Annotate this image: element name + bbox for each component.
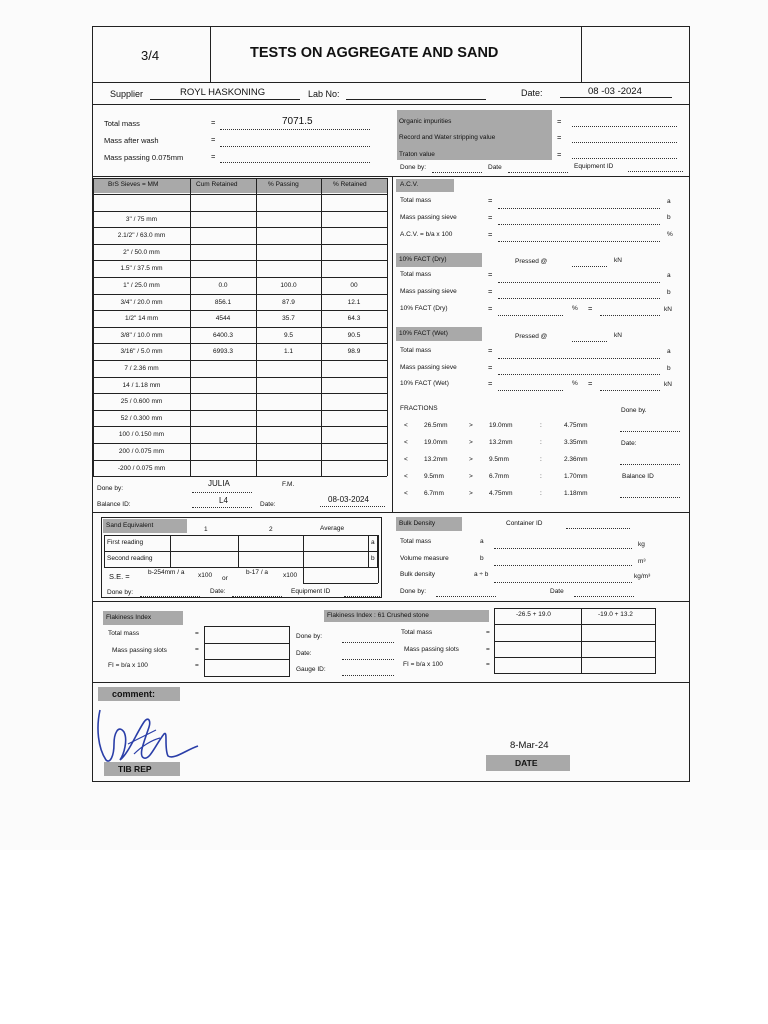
form-title: TESTS ON AGGREGATE AND SAND: [250, 45, 499, 61]
sieve-line: [93, 393, 387, 394]
fractions-balance: Balance ID: [622, 473, 654, 480]
fraction-cell: 19.0mm: [489, 422, 513, 429]
fraction-cell: <: [404, 456, 408, 463]
acv-mass-passing: Mass passing sieve: [400, 214, 457, 221]
supplier-label: Supplier: [110, 89, 144, 99]
bulk-ab: a ÷ b: [474, 571, 489, 578]
sieve-header-cum: Cum Retained: [196, 181, 238, 188]
sieve-cell-size: 3" / 75 mm: [125, 215, 158, 223]
sand-average: Average: [320, 525, 345, 532]
fact-wet-pct: %: [572, 380, 578, 387]
acv-b: b: [667, 214, 671, 221]
sieve-cell-size: 25 / 0.600 mm: [120, 398, 163, 406]
se-or: or: [222, 575, 228, 582]
sieve-cell-ret: 12.1: [347, 298, 361, 306]
eq-1: =: [211, 118, 216, 127]
sieve-line: [93, 460, 387, 461]
acv-pct: %: [667, 231, 673, 238]
fraction-cell: :: [540, 456, 542, 463]
sieve-cell-ret: 00: [350, 282, 358, 289]
sieve-cell-size: 1" / 25.0 mm: [123, 282, 160, 289]
eq-fw3: =: [488, 379, 493, 388]
sieve-cell-ret: 64.3: [347, 315, 361, 323]
fraction-cell: <: [404, 422, 408, 429]
sieve-line: [93, 327, 387, 328]
total-mass-label: Total mass: [104, 119, 140, 128]
acv-a: a: [667, 198, 671, 205]
mass-after-wash-label: Mass after wash: [104, 136, 159, 145]
se-formula-1: b-254mm / a: [148, 569, 185, 576]
bulk-kgm3: kg/m³: [634, 573, 651, 580]
bulk-total-mass: Total mass: [400, 538, 432, 545]
organic-equipment: Equipment ID: [574, 163, 614, 170]
fraction-cell: 13.2mm: [489, 439, 513, 446]
sieve-cell-size: 7 / 2.36 mm: [124, 365, 159, 372]
sieve-col-line: [387, 178, 388, 476]
fraction-cell: 4.75mm: [489, 490, 513, 497]
sieve-line: [93, 294, 387, 295]
balance-id-label: Balance ID:: [97, 501, 131, 508]
fraction-cell: 26.5mm: [424, 422, 448, 429]
sieve-cell-size: 200 / 0.075 mm: [118, 448, 165, 455]
sieve-cell-size: 3/8" / 10.0 mm: [120, 331, 163, 339]
fact-dry-total: Total mass: [400, 271, 432, 278]
se-label: S.E. =: [109, 572, 130, 581]
fact-dry-result: 10% FACT (Dry): [400, 305, 448, 312]
fraction-cell: 9.5mm: [489, 456, 509, 463]
eq-fd3: =: [488, 304, 493, 313]
sieve-line: [93, 227, 387, 228]
eq-5: =: [557, 133, 562, 142]
water-stripping-label: Record and Water stripping value: [399, 134, 496, 141]
sieve-line: [93, 310, 387, 311]
fact-wet-title: 10% FACT (Wet): [399, 330, 448, 337]
eq-4: =: [557, 117, 562, 126]
fraction-cell: >: [469, 490, 473, 497]
sieve-line: [93, 343, 387, 344]
sand-b: b: [371, 555, 375, 562]
sieve-done-by-value: JULIA: [208, 479, 230, 488]
eq-fd4: =: [588, 304, 593, 313]
fraction-cell: <: [404, 439, 408, 446]
fraction-cell: >: [469, 456, 473, 463]
fraction-cell: 6.7mm: [489, 473, 509, 480]
fact-wet-pressed: Pressed @: [515, 333, 548, 340]
flakiness2-col2: -19.0 + 13.2: [598, 611, 633, 618]
first-reading-label: First reading: [107, 539, 144, 546]
eq-6: =: [557, 150, 562, 159]
sieve-cell-cum: 6400.3: [213, 331, 233, 339]
acv-total-mass: Total mass: [400, 197, 432, 204]
sand-a: a: [371, 539, 375, 546]
fraction-cell: 4.75mm: [564, 422, 588, 429]
date-value: 08 -03 -2024: [588, 86, 642, 97]
flakiness2-passing: Mass passing slots: [404, 646, 459, 653]
sieve-line: [93, 360, 387, 361]
supplier-value: ROYL HASKONING: [180, 87, 266, 98]
bulk-b: b: [480, 555, 484, 562]
eq-fw4: =: [588, 379, 593, 388]
eq-acv3: =: [488, 230, 493, 239]
eq-f23: =: [486, 661, 490, 668]
fact-wet-a: a: [667, 348, 671, 355]
signature-image: [94, 704, 206, 770]
sand-equipment: Equipment ID: [291, 588, 331, 595]
eq-fd2: =: [488, 287, 493, 296]
eq-f22: =: [486, 646, 490, 653]
sieve-line: [93, 260, 387, 261]
flakiness-passing: Mass passing slots: [112, 647, 167, 654]
sand-col2: 2: [269, 526, 273, 533]
tib-rep-label: TIB REP: [118, 764, 152, 774]
eq-fw2: =: [488, 363, 493, 372]
fact-wet-kn: kN: [614, 332, 622, 339]
se-x100: x100: [198, 572, 213, 579]
flakiness-total: Total mass: [108, 630, 140, 637]
bulk-density-title: Bulk Density: [399, 520, 436, 527]
sieve-done-by-label: Done by:: [97, 485, 124, 492]
fraction-cell: :: [540, 473, 542, 480]
second-reading-label: Second reading: [107, 555, 153, 562]
sieve-cell-cum: 6993.3: [213, 348, 233, 356]
flakiness-date: Date:: [296, 650, 312, 657]
bulk-m3: m³: [638, 558, 646, 565]
fractions-title: FRACTIONS: [400, 405, 438, 412]
sieve-cell-pass: 9.5: [283, 331, 294, 339]
fact-wet-b: b: [667, 365, 671, 372]
organic-done-by: Done by:: [400, 164, 427, 171]
eq-acv2: =: [488, 213, 493, 222]
sieve-line: [93, 211, 387, 212]
balance-id-value: L4: [219, 496, 228, 505]
fact-wet-passing: Mass passing sieve: [400, 364, 457, 371]
eq-fw1: =: [488, 346, 493, 355]
fraction-cell: 6.7mm: [424, 490, 444, 497]
eq-f21: =: [486, 629, 490, 636]
flakiness-title: Flakiness Index: [106, 614, 152, 621]
fact-dry-pressed: Pressed @: [515, 258, 548, 265]
sieve-date-label: Date:: [260, 501, 276, 508]
eq-fl1: =: [195, 630, 199, 637]
traton-label: Traton value: [399, 151, 435, 158]
lab-no-label: Lab No:: [308, 89, 340, 99]
flakiness2-total: Total mass: [401, 629, 433, 636]
organic-date: Date: [488, 164, 502, 171]
fraction-cell: 13.2mm: [424, 456, 448, 463]
sieve-header-size: BrS Sieves = MM: [108, 181, 159, 188]
fraction-cell: 19.0mm: [424, 439, 448, 446]
fraction-cell: 2.36mm: [564, 456, 588, 463]
sand-equivalent-title: Sand Equivalent: [106, 522, 154, 529]
sieve-line: [93, 377, 387, 378]
page-number: 3/4: [141, 48, 160, 63]
container-id-label: Container ID: [506, 520, 543, 527]
sieve-cell-size: 100 / 0.150 mm: [118, 431, 165, 439]
fraction-cell: :: [540, 439, 542, 446]
sieve-line: [93, 194, 387, 195]
fraction-cell: :: [540, 490, 542, 497]
bulk-kg: kg: [638, 541, 645, 548]
sieve-cell-pass: 100.0: [280, 282, 297, 289]
se-formula-2: b-17 / a: [246, 569, 269, 576]
acv-formula: A.C.V. = b/a x 100: [400, 231, 453, 238]
sieve-line: [93, 443, 387, 444]
comment-label: comment:: [112, 689, 156, 699]
sieve-line: [93, 476, 387, 477]
sieve-line: [93, 277, 387, 278]
eq-fd1: =: [488, 270, 493, 279]
total-mass-value: 7071.5: [282, 116, 313, 127]
sieve-cell-size: 2.1/2" / 63.0 mm: [117, 232, 166, 240]
eq-fl3: =: [195, 662, 199, 669]
sieve-cell-pass: 87.9: [282, 298, 295, 306]
sieve-cell-cum: 856.1: [214, 298, 232, 306]
bulk-done-by: Done by:: [400, 588, 427, 595]
sieve-cell-size: 2" / 50.0 mm: [123, 248, 160, 256]
sieve-header-passing: % Passing: [268, 181, 299, 188]
bulk-density-label: Bulk density: [400, 571, 436, 578]
sand-done-by: Done by:: [107, 589, 134, 596]
fractions-date: Date:: [621, 440, 637, 447]
se-x100b: x100: [283, 572, 298, 579]
signed-date-label: DATE: [515, 758, 538, 768]
fact-dry-passing: Mass passing sieve: [400, 288, 457, 295]
sieve-line: [93, 244, 387, 245]
sieve-date-value: 08-03-2024: [328, 495, 369, 504]
fraction-cell: 9.5mm: [424, 473, 444, 480]
eq-3: =: [211, 152, 216, 161]
fact-wet-result: 10% FACT (Wet): [400, 380, 449, 387]
sieve-cell-ret: 98.9: [347, 348, 361, 356]
fact-dry-kn2: kN: [664, 306, 672, 313]
signed-date-value: 8-Mar-24: [510, 740, 549, 751]
fact-dry-title: 10% FACT (Dry): [399, 256, 447, 263]
sieve-cell-size: 1.5" / 37.5 mm: [120, 265, 163, 273]
sieve-cell-pass: 35.7: [282, 315, 295, 323]
fractions-done-by: Done by.: [621, 407, 647, 414]
sieve-cell-size: 14 / 1.18 mm: [122, 381, 161, 389]
fraction-cell: <: [404, 473, 408, 480]
sieve-cell-ret: 90.5: [347, 331, 361, 339]
sieve-cell-cum: 4544: [215, 315, 231, 323]
flakiness-done-by: Done by:: [296, 633, 323, 640]
fact-wet-total: Total mass: [400, 347, 432, 354]
bulk-date: Date: [550, 588, 564, 595]
fact-dry-kn: kN: [614, 257, 622, 264]
sieve-cell-size: 3/4" / 20.0 mm: [120, 298, 163, 306]
fact-dry-pct: %: [572, 305, 578, 312]
bulk-volume: Volume measure: [400, 555, 449, 562]
fraction-cell: 1.70mm: [564, 473, 588, 480]
sieve-line: [93, 178, 387, 179]
eq-2: =: [211, 135, 216, 144]
date-label: Date:: [521, 88, 543, 98]
mass-passing-label: Mass passing 0.075mm: [104, 153, 184, 162]
fraction-cell: >: [469, 473, 473, 480]
eq-acv1: =: [488, 196, 493, 205]
fact-wet-kn2: kN: [664, 381, 672, 388]
sieve-header-retained: % Retained: [333, 181, 367, 188]
sieve-cell-pass: 1.1: [283, 348, 294, 356]
fact-dry-b: b: [667, 289, 671, 296]
sieve-line: [93, 410, 387, 411]
sieve-line: [93, 426, 387, 427]
sieve-cell-size: 3/16" / 5.0 mm: [120, 348, 163, 356]
fraction-cell: :: [540, 422, 542, 429]
flakiness2-col1: -26.5 + 19.0: [516, 611, 551, 618]
fraction-cell: >: [469, 439, 473, 446]
sieve-cell-size: 1/2" 14 mm: [124, 315, 159, 323]
fact-dry-a: a: [667, 272, 671, 279]
sand-col1: 1: [204, 526, 208, 533]
fm-label: F.M.: [282, 481, 295, 488]
fraction-cell: <: [404, 490, 408, 497]
eq-fl2: =: [195, 646, 199, 653]
sieve-cell-size: 52 / 0.300 mm: [120, 414, 163, 422]
flakiness-fi: FI = b/a x 100: [108, 662, 148, 669]
sieve-cell-cum: 0.0: [218, 282, 228, 289]
acv-title: A.C.V.: [400, 181, 419, 188]
fraction-cell: 3.35mm: [564, 439, 588, 446]
flakiness-gauge: Gauge ID:: [296, 666, 326, 673]
sand-date: Date:: [210, 588, 226, 595]
flakiness2-title: Flakiness Index : 61 Crushed stone: [327, 612, 429, 619]
fraction-cell: 1.18mm: [564, 490, 588, 497]
sieve-cell-size: -200 / 0.075 mm: [117, 464, 166, 472]
flakiness2-fi: FI = b/a x 100: [403, 661, 443, 668]
fraction-cell: >: [469, 422, 473, 429]
organic-impurities-label: Organic impurities: [399, 118, 452, 125]
bulk-a: a: [480, 538, 484, 545]
